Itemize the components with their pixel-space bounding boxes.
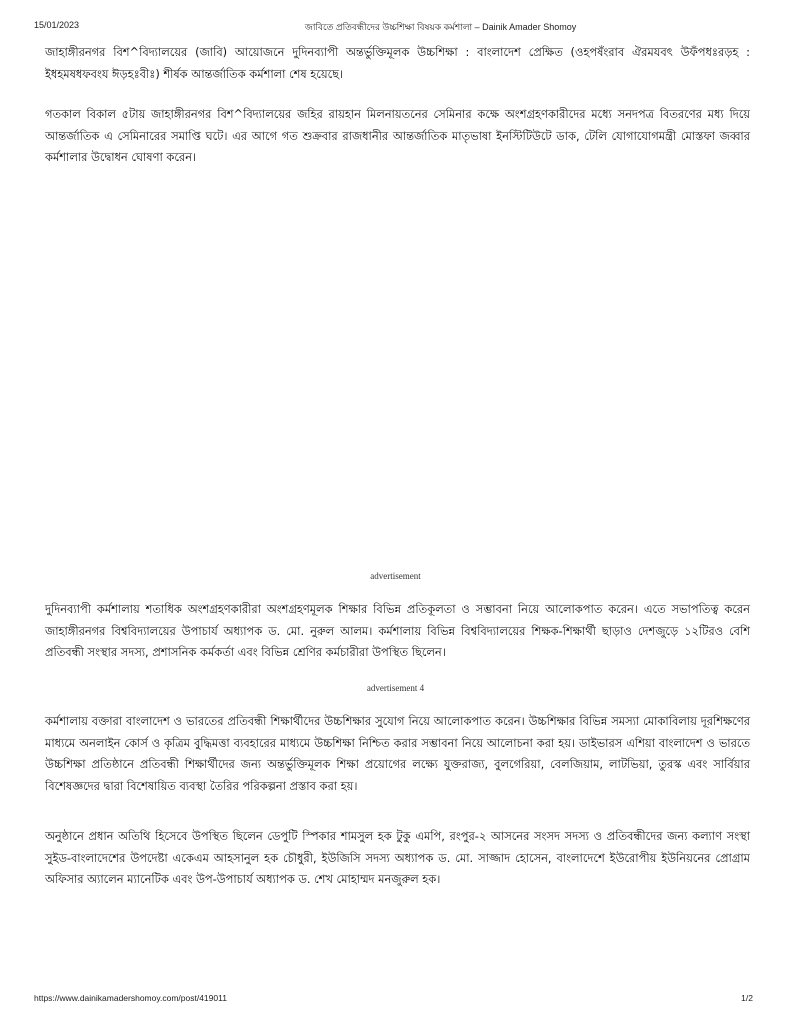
article-paragraph	[45, 826, 750, 891]
paragraph-text: অনুষ্ঠানে প্রধান অতিথি হিসেবে উপস্থিত ছিলেন ডেপুটি স্পিকার শামসুল হক টুকু এমপি, রংপুর-২ আসনের সংসদ সদস্য ও প্রতিবন্ধীদের জন্য কল্যাণ সংস্থা সুইড-বাংলাদেশের উপদেষ্টা একেএম আহসানুল হক চৌধুরী, ইউজিসি সদস্য অধ্যাপক ড. মো. সাজ্জাদ হোসেন, বাংলাদেশে ইউরোপীয় ইউনিয়নের প্রোগ্রাম অফিসার অ্যালেন ম্যানেটিক এবং উপ-উপাচার্য অধ্যাপক ড. শেখ মোহাম্মদ মনজুরুল হক।	[45, 829, 750, 886]
article-paragraph	[45, 711, 750, 797]
page-number: 1/2	[741, 993, 753, 1003]
paragraph-text: গতকাল বিকাল ৫টায় জাহাঙ্গীরনগর বিশ^বিদ্যালয়ের জহির রায়হান মিলনায়তনের সেমিনার কক্ষে অংশগ্রহণকারীদের মধ্যে সনদপত্র বিতরণের মধ্য দিয়ে আন্তর্জাতিক এ সেমিনারের সমাপ্তি ঘটে। এর আগে গত শুক্রবার রাজধানীর আন্তর্জাতিক মাতৃভাষা ইনস্টিটিউটে ডাক, টেলি যোগাযোগমন্ত্রী মোস্তফা জব্বার কর্মশালার উদ্বোধন ঘোষণা করেন।	[45, 107, 750, 164]
article-paragraph	[45, 104, 750, 169]
paragraph-text: জাহাঙ্গীরনগর বিশ^বিদ্যালয়ের (জাবি) আয়োজনে দুদিনব্যাপী অন্তর্ভুক্তিমূলক উচ্চশিক্ষা : বাংলাদেশ প্রেক্ষিত (ওহপষঁংরাব ঐরমযবৎ উফঁপধঃরড়হ : ইধহমষধফবংয ঈড়হঃবীঃ) শীর্ষক আন্তর্জাতিক কর্মশালা শেষ হয়েছে।	[45, 45, 750, 81]
page-title: জাবিতে প্রতিবন্ধীদের উচ্চশিক্ষা বিষয়ক কর্মশালা – Dainik Amader Shomoy	[304, 22, 577, 32]
page-url[interactable]: https://www.dainikamadershomoy.com/post/419011	[34, 993, 227, 1003]
print-date: 15/01/2023	[34, 20, 80, 30]
article-paragraph	[45, 42, 750, 85]
advertisement-label: advertisement	[370, 571, 421, 581]
paragraph-text: দুদিনব্যাপী কর্মশালায় শতাধিক অংশগ্রহণকারীরা অংশগ্রহণমূলক শিক্ষার বিভিন্ন প্রতিকূলতা ও সম্ভাবনা নিয়ে আলোকপাত করেন। এতে সভাপতিত্ব করেন জাহাঙ্গীরনগর বিশ্ববিদ্যালয়ের উপাচার্য অধ্যাপক ড. মো. নুরুল আলম। কর্মশালায় বিভিন্ন বিশ্ববিদ্যালয়ের শিক্ষক-শিক্ষার্থী ছাড়াও দেশজুড়ে ১২টিরও বেশি প্রতিবন্ধী সংস্থার সদস্য, প্রশাসনিক কর্মকর্তা এবং বিভিন্ন শ্রেণির কর্মচারীরা উপস্থিত ছিলেন।	[45, 602, 750, 659]
advertisement-label: advertisement 4	[366, 683, 425, 693]
article-paragraph	[45, 599, 750, 664]
paragraph-text: কর্মশালায় বক্তারা বাংলাদেশ ও ভারতের প্রতিবন্ধী শিক্ষার্থীদের উচ্চশিক্ষার সুযোগ নিয়ে আলোকপাত করেন। উচ্চশিক্ষার বিভিন্ন সমস্যা মোকাবিলায় দূরশিক্ষণের মাধ্যমে অনলাইন কোর্স ও কৃত্রিম বুদ্ধিমত্তা ব্যবহারের মাধ্যমে উচ্চশিক্ষা নিশ্চিত করার সম্ভাবনা নিয়ে আলোচনা করা হয়। ডাইভারস এশিয়া বাংলাদেশ ও ভারতে উচ্চশিক্ষা প্রতিষ্ঠানে প্রতিবন্ধী শিক্ষার্থীদের জন্য অন্তর্ভুক্তিমূলক শিক্ষা প্রয়োগের লক্ষ্যে যুক্তরাজ্য, বুলগেরিয়া, বেলজিয়াম, লাটভিয়া, তুরস্ক এবং সার্বিয়ার বিশেষজ্ঞদের দ্বারা বিশেষায়িত ব্যবস্থা তৈরির পরিকল্পনা প্রস্তাব করা হয়।	[45, 714, 750, 793]
